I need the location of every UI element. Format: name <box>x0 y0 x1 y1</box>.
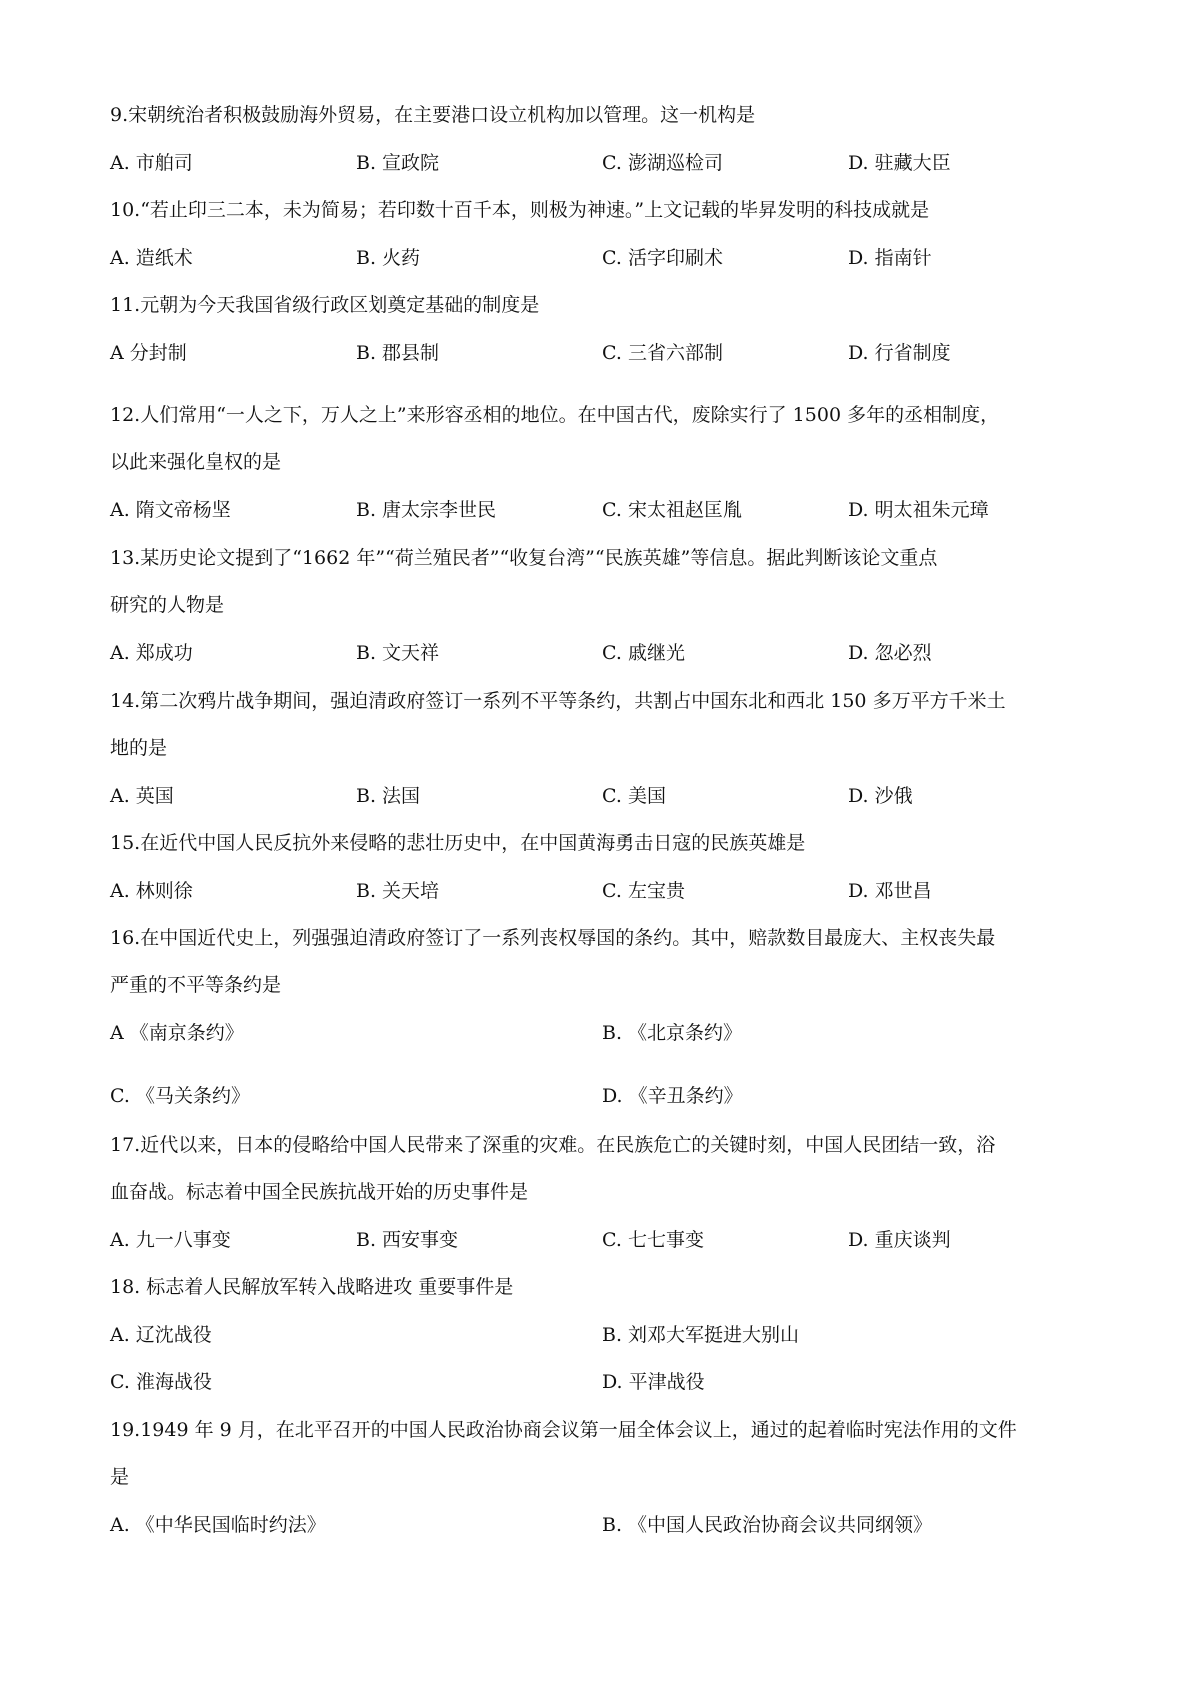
question-11-option-d: D. 行省制度 <box>848 342 951 364</box>
question-11-option-c: C. 三省六部制 <box>602 342 723 364</box>
question-17-stem-line-2: 血奋战。标志着中国全民族抗战开始的历史事件是 <box>110 1181 529 1203</box>
question-18-option-a: A. 辽沈战役 <box>110 1324 212 1346</box>
question-19-stem-line-2: 是 <box>110 1466 130 1488</box>
question-14-stem-line-1: 14.第二次鸦片战争期间，强迫清政府签订一系列不平等条约，共割占中国东北和西北 150 多万平方千米土 <box>110 690 1006 712</box>
question-18-option-c: C. 淮海战役 <box>110 1371 212 1393</box>
question-19-stem-line-1: 19.1949 年 9 月，在北平召开的中国人民政治协商会议第一届全体会议上，通过的起着临时宪法作用的文件 <box>110 1419 1017 1441</box>
question-12-stem-line-2: 以此来强化皇权的是 <box>110 451 282 473</box>
question-9-option-c: C. 澎湖巡检司 <box>602 152 723 174</box>
question-17-option-d: D. 重庆谈判 <box>848 1229 951 1251</box>
question-16-stem-line-1: 16.在中国近代史上，列强强迫清政府签订了一系列丧权辱国的条约。其中，赔款数目最庞大、主权丧失最 <box>110 927 996 949</box>
question-9-stem: 9.宋朝统治者积极鼓励海外贸易，在主要港口设立机构加以管理。这一机构是 <box>110 104 756 126</box>
question-13-option-d: D. 忽必烈 <box>848 642 932 664</box>
question-14-option-c: C. 美国 <box>602 785 666 807</box>
question-15-option-b: B. 关天培 <box>356 880 440 902</box>
question-10-option-d: D. 指南针 <box>848 247 932 269</box>
question-9-option-a: A. 市舶司 <box>110 152 193 174</box>
question-19-option-b: B. 《中国人民政治协商会议共同纲领》 <box>602 1514 933 1536</box>
question-16-option-b: B. 《北京条约》 <box>602 1022 743 1044</box>
question-11-option-b: B. 郡县制 <box>356 342 440 364</box>
question-9-option-b: B. 宣政院 <box>356 152 440 174</box>
question-10-stem: 10.“若止印三二本，未为简易；若印数十百千本，则极为神速。”上文记载的毕昇发明的科技成就是 <box>110 199 930 221</box>
question-13-stem-line-1: 13.某历史论文提到了“1662 年”“荷兰殖民者”“收复台湾”“民族英雄”等信息。据此判断该论文重点 <box>110 547 938 569</box>
question-19-option-a: A. 《中华民国临时约法》 <box>110 1514 326 1536</box>
question-18-option-b: B. 刘邓大军挺进大别山 <box>602 1324 800 1346</box>
question-12-stem-line-1: 12.人们常用“一人之下，万人之上”来形容丞相的地位。在中国古代，废除实行了 1500 多年的丞相制度， <box>110 404 1000 426</box>
question-16-option-a: A 《南京条约》 <box>110 1022 244 1044</box>
question-13-option-c: C. 戚继光 <box>602 642 685 664</box>
question-16-stem-line-2: 严重的不平等条约是 <box>110 974 282 996</box>
question-12-option-c: C. 宋太祖赵匡胤 <box>602 499 742 521</box>
question-14-option-a: A. 英国 <box>110 785 174 807</box>
question-10-option-b: B. 火药 <box>356 247 421 269</box>
question-14-option-d: D. 沙俄 <box>848 785 913 807</box>
question-17-option-c: C. 七七事变 <box>602 1229 704 1251</box>
question-18-stem: 18. 标志着人民解放军转入战略进攻 重要事件是 <box>110 1276 514 1298</box>
question-12-option-a: A. 隋文帝杨坚 <box>110 499 231 521</box>
question-15-option-a: A. 林则徐 <box>110 880 193 902</box>
question-17-stem-line-1: 17.近代以来，日本的侵略给中国人民带来了深重的灾难。在民族危亡的关键时刻，中国人民团结一致，浴 <box>110 1134 996 1156</box>
question-10-option-a: A. 造纸术 <box>110 247 193 269</box>
question-17-option-a: A. 九一八事变 <box>110 1229 231 1251</box>
question-9-option-d: D. 驻藏大臣 <box>848 152 951 174</box>
question-16-option-c: C. 《马关条约》 <box>110 1085 250 1107</box>
question-15-option-d: D. 邓世昌 <box>848 880 932 902</box>
question-14-option-b: B. 法国 <box>356 785 421 807</box>
question-17-option-b: B. 西安事变 <box>356 1229 459 1251</box>
question-13-option-a: A. 郑成功 <box>110 642 193 664</box>
question-12-option-d: D. 明太祖朱元璋 <box>848 499 989 521</box>
question-11-option-a: A 分封制 <box>110 342 187 364</box>
question-15-stem: 15.在近代中国人民反抗外来侵略的悲壮历史中，在中国黄海勇击日寇的民族英雄是 <box>110 832 806 854</box>
question-11-stem: 11.元朝为今天我国省级行政区划奠定基础的制度是 <box>110 294 540 316</box>
question-16-option-d: D. 《辛丑条约》 <box>602 1085 743 1107</box>
question-15-option-c: C. 左宝贵 <box>602 880 685 902</box>
question-14-stem-line-2: 地的是 <box>110 737 168 759</box>
question-13-stem-line-2: 研究的人物是 <box>110 594 225 616</box>
question-12-option-b: B. 唐太宗李世民 <box>356 499 497 521</box>
question-10-option-c: C. 活字印刷术 <box>602 247 723 269</box>
question-18-option-d: D. 平津战役 <box>602 1371 705 1393</box>
question-13-option-b: B. 文天祥 <box>356 642 440 664</box>
